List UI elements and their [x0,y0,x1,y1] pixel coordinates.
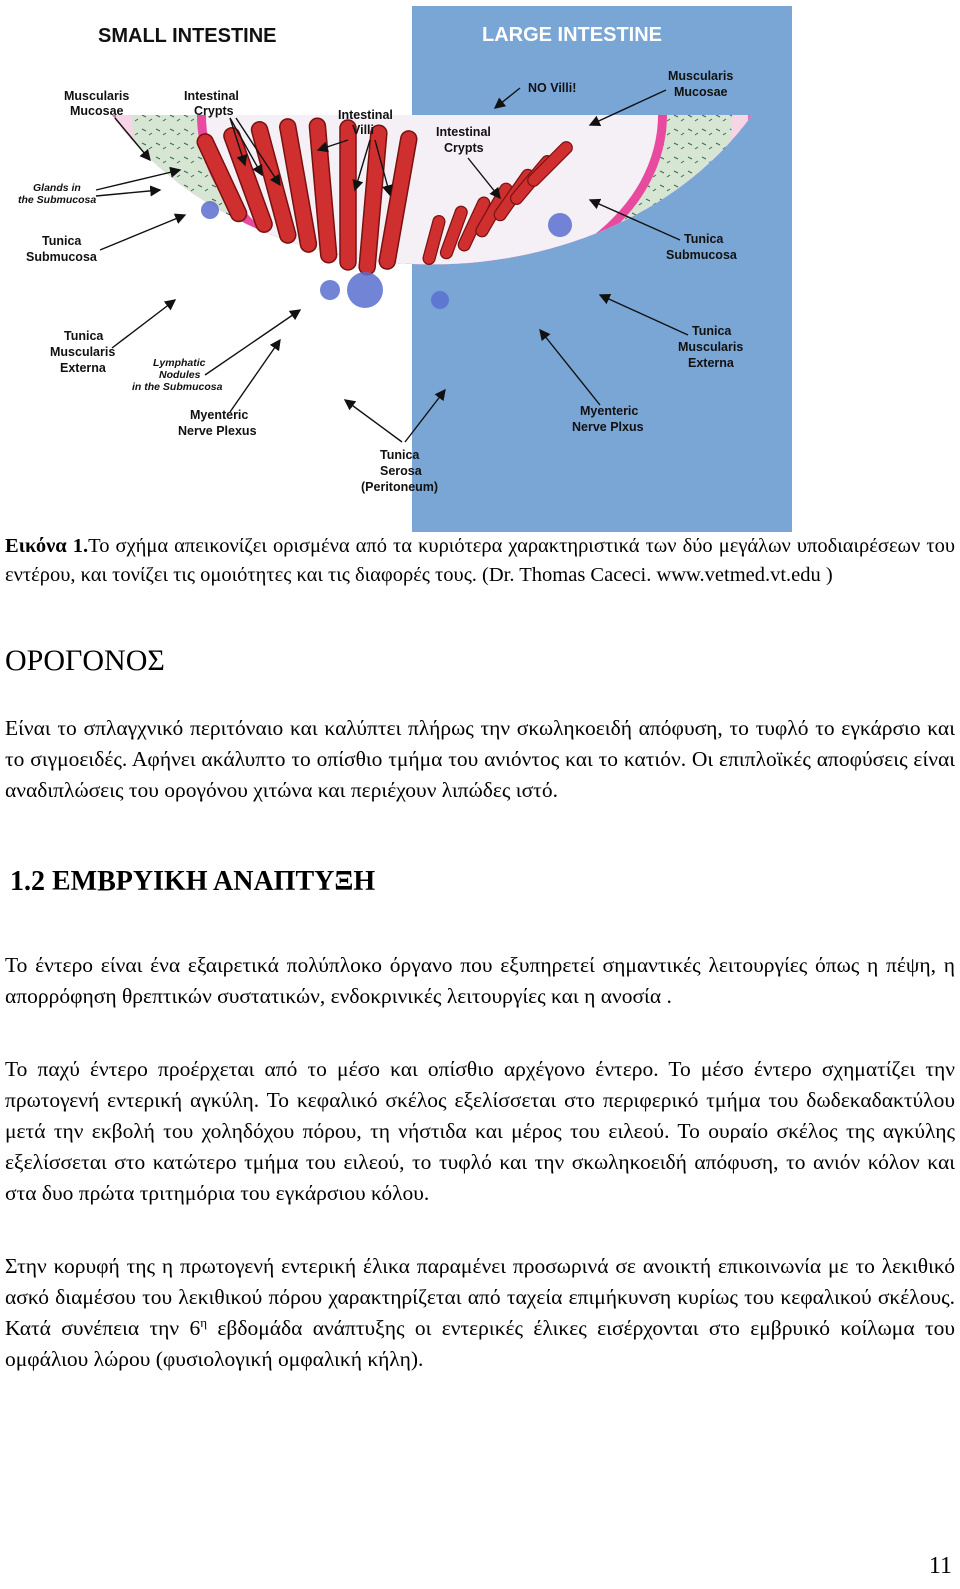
svg-text:Tunica: Tunica [64,329,104,343]
intestine-diagram [0,0,960,540]
section2-paragraph-3: Στην κορυφή της η πρωτογενή εντερική έλικα παραμένει προσωρινά σε ανοικτή επικοινωνία με το λεκιθικό ασκό διαμέσου του λεκιθικού πόρου χαρακτηρίζεται από ταχεία επιμήκυνση κυρίως του κεφαλικού σκέλους. Κατά συνέπεια την $6^\eta$ εβδομάδα ανάπτυξης οι εντερικές έλικες εισέρχονται στο εμβρυικό κοίλωμα του ομφάλιου λώρου (φυσιολογική ομφαλική κήλη). [5,1254,955,1371]
section-title-embryonic-development: 1.2 ΕΜΒΡΥΙΚΗ ΑΝΑΠΤΥΞΗ [10,866,376,897]
svg-text:Intestinal: Intestinal [436,125,491,139]
svg-text:Submucosa: Submucosa [666,248,737,262]
svg-text:Muscularis: Muscularis [64,89,130,103]
svg-text:Muscularis: Muscularis [678,340,744,354]
svg-text:Muscularis: Muscularis [50,345,116,359]
svg-text:Serosa: Serosa [380,464,422,478]
svg-text:Intestinal: Intestinal [338,108,393,122]
svg-text:Tunica: Tunica [380,448,420,462]
large-intestine-panel [412,6,792,532]
svg-text:Crypts: Crypts [444,141,484,155]
svg-text:in the Submucosa: in the Submucosa [132,381,223,393]
svg-text:NO Villi!: NO Villi! [528,81,577,95]
section1-paragraph: Είναι το σπλαγχνικό περιτόναιο και καλύπτει πλήρως την σκωληκοειδή απόφυση, το τυφλό το εγκάρσιο και το σιγμοειδές. Αφήνει ακάλυπτο το οπίσθιο τμήμα του ανιόντος και το κατιόν. Οι επιπλοϊκές αποφύσεις είναι αναδιπλώσεις του ορογόνου χιτώνα και περιέχουν λιπώδες ιστό. [5,716,955,802]
svg-text:Crypts: Crypts [194,104,234,118]
section2-paragraph-2: Το παχύ έντερο προέρχεται από το μέσο και οπίσθιο αρχέγονο έντερο. Το μέσο έντερο σχηματίζει την πρωτογενή εντερική αγκύλη. Το κεφαλικό σκέλος εξελίσσεται στο περιφερικό τμήμα του δωδεκαδακτύλου μετά την εκβολή του χοληδόχου πόρου, τη νήστιδα και μέρος του ειλεού. Το ουραίο σκέλος της αγκύλης εξελίσσεται στο κατώτερο τμήμα του ειλεού, το τυφλό και την σκωληκοειδή απόφυση, το ανιόν κόλον και στα δυο πρώτα τριτημόρια του εγκάρσιου κόλου. [5,1057,955,1205]
svg-text:Lymphatic: Lymphatic [153,357,206,369]
svg-text:Myenteric: Myenteric [190,408,249,422]
svg-text:Externa: Externa [688,356,734,370]
svg-text:Submucosa: Submucosa [26,250,97,264]
figure-caption [5,532,955,590]
svg-text:Nerve Plxus: Nerve Plxus [572,420,644,434]
svg-text:Mucosae: Mucosae [674,85,728,99]
section2-paragraph-1: Το έντερο είναι ένα εξαιρετικά πολύπλοκο όργανο που εξυπηρετεί σημαντικές λειτουργίες όπως η πέψη, η απορρόφηση θρεπτικών συστατικών, ενδοκρινικές λειτουργίες και η ανοσία . [5,953,955,1008]
page-number: 11 [928,1553,952,1579]
svg-text:Glands in: Glands in [33,182,81,194]
svg-text:Intestinal: Intestinal [184,89,239,103]
section-title-orogonos: ΟΡΟΓΟΝΟΣ [5,644,165,677]
svg-text:Myenteric: Myenteric [580,404,639,418]
small-intestine-title: SMALL INTESTINE [98,25,277,47]
svg-text:the Submucosa: the Submucosa [18,194,97,206]
svg-text:Mucosae: Mucosae [70,104,124,118]
svg-text:Tunica: Tunica [42,234,82,248]
large-intestine-title: LARGE INTESTINE [482,24,663,46]
svg-text:(Peritoneum): (Peritoneum) [361,480,439,494]
svg-text:Tunica: Tunica [684,232,724,246]
caption-text: Το σχήμα απεικονίζει ορισμένα από τα κυριότερα χαρακτηριστικά των δύο μεγάλων υποδιαιρέσεων του εντέρου, και τονίζει τις ομοιότητες και τις διαφορές τους. (Dr. Thomas Caceci. www.vetmed.vt.edu ) [5,535,956,586]
svg-text:Externa: Externa [60,361,106,375]
svg-text:Nodules: Nodules [159,369,201,381]
caption-label: Εικόνα 1. [5,535,89,557]
svg-text:Tunica: Tunica [692,324,732,338]
svg-text:Villi: Villi [352,123,375,137]
svg-text:Muscularis: Muscularis [668,69,734,83]
svg-text:Nerve Plexus: Nerve Plexus [178,424,257,438]
